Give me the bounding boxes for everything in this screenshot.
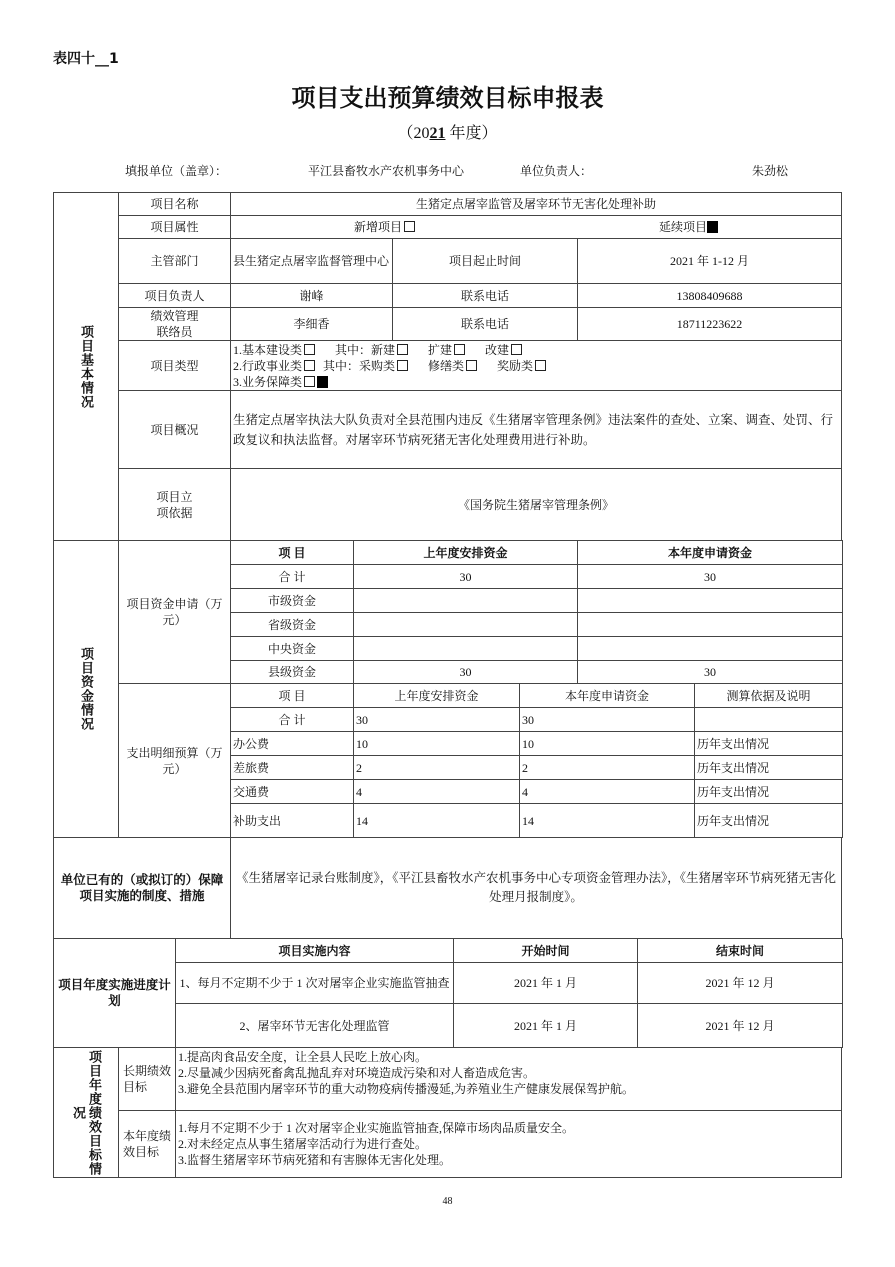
leader-phone: 13808409688 [577, 283, 842, 308]
goal-item: 3.避免全县范围内屠宰环节的重大动物疫病传播漫延,为养殖业生产健康发展保驾护航。 [178, 1082, 635, 1096]
table-cell: 2 [519, 755, 695, 780]
type-option: 奖励类 [497, 358, 534, 373]
year-suffix: 年度） [445, 125, 498, 142]
label: 项目概况 [118, 390, 231, 469]
label: 主管部门 [118, 238, 231, 284]
table-header: 结束时间 [637, 938, 843, 963]
table-cell: 历年支出情况 [694, 731, 843, 756]
table-cell [694, 707, 843, 732]
section-basic-label: 项目基本情况 [53, 192, 119, 541]
section-goals-label: 项目年度绩效目标情况 [53, 1047, 119, 1178]
table-cell: 省级资金 [230, 612, 354, 637]
table-header: 项 目 [230, 540, 354, 565]
checkbox-unchecked-icon[interactable] [466, 360, 477, 371]
type-option: 改建 [485, 342, 510, 357]
table-header: 本年度申请资金 [577, 540, 843, 565]
table-cell [353, 636, 578, 661]
label: 项目属性 [118, 215, 231, 239]
table-cell: 2、屠宰环节无害化处理监管 [175, 1003, 454, 1048]
checkbox-unchecked-icon[interactable] [304, 360, 315, 371]
table-cell: 历年支出情况 [694, 755, 843, 780]
table-cell: 2021 年 12 月 [637, 1003, 843, 1048]
label: 项目名称 [118, 192, 231, 216]
attr-continued[interactable] [659, 219, 718, 235]
goal-item: 2.尽量减少因病死畜禽乱抛乱弃对环境造成污染和对人畜造成危害。 [178, 1066, 536, 1080]
table-cell: 交通费 [230, 779, 354, 804]
table-cell: 30 [519, 707, 695, 732]
table-cell: 30 [577, 660, 843, 684]
label: 联系电话 [392, 283, 578, 308]
table-header: 测算依据及说明 [694, 683, 843, 708]
type-option: 其中：新建 [335, 342, 396, 357]
checkbox-checked-icon[interactable] [317, 376, 328, 388]
project-basis: 《国务院生猪屠宰管理条例》 [230, 468, 842, 541]
project-name: 生猪定点屠宰监管及屠宰环节无害化处理补助 [230, 192, 842, 216]
table-cell: 合 计 [230, 707, 354, 732]
label: 项目负责人 [118, 283, 231, 308]
table-cell: 历年支出情况 [694, 803, 843, 838]
table-cell: 10 [519, 731, 695, 756]
long-term-goals [175, 1047, 842, 1111]
checkbox-unchecked-icon[interactable] [304, 376, 315, 387]
table-cell: 补助支出 [230, 803, 354, 838]
system-label: 单位已有的（或拟订的）保障项目实施的制度、措施 [53, 837, 231, 939]
project-overview: 生猪定点屠宰执法大队负责对全县范围内违反《生猪屠宰管理条例》违法案件的查处、立案、调查、处罚、行政复议和执法监督。对屠宰环节病死猪无害化处理费用进行补助。 [230, 390, 842, 469]
table-cell: 市级资金 [230, 588, 354, 613]
table-cell: 2021 年 1 月 [453, 962, 638, 1004]
table-cell: 10 [353, 731, 520, 756]
project-leader: 谢峰 [230, 283, 393, 308]
goal-item: 2.对未经定点从事生猪屠宰活动行为进行查处。 [178, 1137, 428, 1151]
table-header: 项目实施内容 [175, 938, 454, 963]
year-line [0, 120, 895, 143]
label: 项目立项依据 [118, 468, 231, 541]
attr-new[interactable] [354, 219, 417, 235]
table-cell: 30 [353, 564, 578, 589]
checkbox-checked-icon [707, 221, 718, 233]
checkbox-unchecked-icon[interactable] [397, 344, 408, 355]
type-line-2 [233, 358, 548, 374]
table-header: 上年度安排资金 [353, 683, 520, 708]
table-cell: 30 [353, 660, 578, 684]
type-option: 修缮类 [428, 358, 465, 373]
table-cell: 中央资金 [230, 636, 354, 661]
label: 联系电话 [392, 307, 578, 341]
type-line-3 [233, 374, 328, 390]
goal-item: 3.监督生猪屠宰环节病死猪和有害腺体无害化处理。 [178, 1153, 452, 1167]
type-line-1 [233, 342, 524, 358]
unit-leader: 朱劲松 [752, 164, 789, 178]
label: 长期绩效目标 [118, 1047, 176, 1111]
type-option: 2.行政事业类 [233, 358, 303, 373]
label: 本年度绩效目标 [118, 1110, 176, 1178]
checkbox-unchecked-icon[interactable] [304, 344, 315, 355]
table-cell [577, 636, 843, 661]
label: 支出明细预算（万元） [118, 683, 231, 838]
unit-label: 填报单位（盖章）： [125, 164, 228, 178]
type-option: 其中：采购类 [323, 358, 396, 373]
project-attribute [230, 215, 842, 239]
table-cell [577, 612, 843, 637]
annual-goals [175, 1110, 842, 1178]
table-header: 本年度申请资金 [519, 683, 695, 708]
project-period: 2021 年 1-12 月 [577, 238, 842, 284]
table-number: 表四十__1 [53, 51, 119, 67]
checkbox-unchecked-icon[interactable] [397, 360, 408, 371]
page-title: 项目支出预算绩效目标申报表 [291, 84, 604, 112]
table-cell: 2021 年 12 月 [637, 962, 843, 1004]
label: 项目起止时间 [392, 238, 578, 284]
table-cell: 2 [353, 755, 520, 780]
table-header: 项 目 [230, 683, 354, 708]
attr-new-label: 新增项目 [353, 220, 402, 234]
goal-item: 1.提高肉食品安全度，让全县人民吃上放心肉。 [178, 1050, 428, 1064]
table-cell: 2021 年 1 月 [453, 1003, 638, 1048]
checkbox-unchecked-icon[interactable] [454, 344, 465, 355]
table-cell: 县级资金 [230, 660, 354, 684]
goal-item: 1.每月不定期不少于 1 次对屠宰企业实施监管抽查,保障市场肉品质量安全。 [178, 1121, 575, 1135]
table-cell: 4 [353, 779, 520, 804]
table-cell: 历年支出情况 [694, 779, 843, 804]
schedule-label: 项目年度实施进度计划 [53, 938, 176, 1048]
type-option: 3.业务保障类 [233, 374, 303, 389]
table-cell: 差旅费 [230, 755, 354, 780]
year-number: 21 [429, 125, 446, 142]
table-cell: 合 计 [230, 564, 354, 589]
department: 县生猪定点屠宰监督管理中心 [230, 238, 393, 284]
leader-label: 单位负责人： [520, 164, 593, 178]
checkbox-unchecked-icon[interactable] [511, 344, 522, 355]
section-funds-label: 项目资金情况 [53, 540, 119, 838]
table-cell: 4 [519, 779, 695, 804]
table-cell [577, 588, 843, 613]
table-cell: 30 [353, 707, 520, 732]
checkbox-unchecked-icon[interactable] [535, 360, 546, 371]
table-cell: 1、每月不定期不少于 1 次对屠宰企业实施监管抽查 [175, 962, 454, 1004]
label: 绩效管理联络员 [118, 307, 231, 341]
system-content: 《生猪屠宰记录台账制度》，《平江县畜牧水产农机事务中心专项资金管理办法》，《生猪屠宰环节病死猪无害化处理月报制度》。 [230, 837, 842, 939]
unit-name: 平江县畜牧水产农机事务中心 [308, 164, 465, 178]
year-prefix: （20 [397, 125, 430, 142]
type-option: 扩建 [428, 342, 453, 357]
table-cell: 14 [519, 803, 695, 838]
table-cell: 30 [577, 564, 843, 589]
attr-cont-label: 延续项目 [658, 220, 707, 234]
checkbox-unchecked-icon [404, 221, 415, 232]
label: 项目资金申请（万元） [118, 540, 231, 684]
table-cell [353, 612, 578, 637]
label: 项目类型 [118, 340, 231, 391]
contact-phone: 18711223622 [577, 307, 842, 341]
type-option: 1.基本建设类 [233, 342, 303, 357]
project-type [230, 340, 842, 391]
page-number: 48 [442, 1196, 453, 1207]
table-header: 上年度安排资金 [353, 540, 578, 565]
table-cell [353, 588, 578, 613]
table-cell: 14 [353, 803, 520, 838]
contact-person: 李细香 [230, 307, 393, 341]
table-header: 开始时间 [453, 938, 638, 963]
table-cell: 办公费 [230, 731, 354, 756]
